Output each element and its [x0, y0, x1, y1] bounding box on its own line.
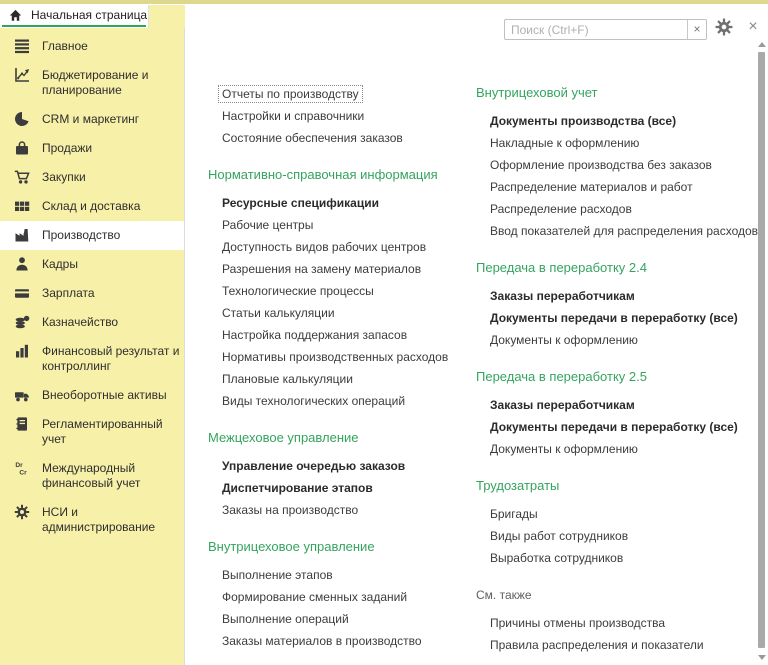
- menu-link[interactable]: Документы к оформлению: [490, 442, 638, 456]
- gear-icon[interactable]: [715, 18, 735, 38]
- main-content: [186, 4, 768, 665]
- sidebar-item-international-accounting[interactable]: [0, 454, 184, 498]
- sidebar-item-sales[interactable]: [0, 134, 184, 163]
- sidebar-item-label: Бюджетирование и планирование: [42, 68, 149, 97]
- scrollbar-thumb[interactable]: [758, 52, 765, 648]
- menu-link[interactable]: [208, 83, 458, 105]
- section-header: Внутрицеховое управление: [208, 539, 375, 554]
- sidebar-item-label: Казначейство: [42, 315, 119, 329]
- menu-link[interactable]: Причины отмены производства: [490, 616, 666, 630]
- section-header: Передача в переработку 2.4: [476, 260, 647, 275]
- pie-chart-icon: [14, 111, 30, 127]
- truck-icon: [14, 387, 30, 403]
- person-icon: [14, 256, 30, 272]
- tab-label: Начальная страница: [31, 8, 148, 22]
- menu-link[interactable]: Формирование сменных заданий: [222, 590, 408, 604]
- sidebar-item-label: Продажи: [42, 141, 93, 155]
- menu-link[interactable]: Заказы на производство: [222, 503, 359, 517]
- menu-link[interactable]: Заказы переработчикам: [490, 398, 635, 412]
- coins-icon: [14, 314, 30, 330]
- menu-link[interactable]: Разрешения на замену материалов: [222, 262, 422, 276]
- cart-icon: [14, 169, 30, 185]
- sidebar-item-label: Финансовый результат и контроллинг: [42, 344, 180, 373]
- sidebar-item-non-current-assets[interactable]: [0, 381, 184, 410]
- section-header: Межцеховое управление: [208, 430, 359, 445]
- sidebar-item-label: Главное: [42, 39, 88, 53]
- tab-bar: [0, 4, 185, 28]
- menu-link[interactable]: Виды работ сотрудников: [490, 529, 629, 543]
- sidebar-item-purchases[interactable]: [0, 163, 184, 192]
- factory-icon: [14, 227, 30, 243]
- search-box: [504, 19, 707, 40]
- sidebar-item-label: Склад и доставка: [42, 199, 141, 213]
- menu-link[interactable]: Выполнение операций: [222, 612, 349, 626]
- menu-link[interactable]: Диспетчирование этапов: [222, 481, 373, 495]
- menu-link[interactable]: Документы передачи в переработку (все): [490, 311, 738, 325]
- sidebar-item-financial-result-controlling[interactable]: [0, 337, 184, 381]
- gear-icon: [14, 504, 30, 520]
- menu-link[interactable]: Правила распределения и показатели: [490, 638, 704, 652]
- menu-section: [476, 585, 756, 656]
- sidebar-item-warehouse-delivery[interactable]: [0, 192, 184, 221]
- section-header: Трудозатраты: [476, 478, 560, 493]
- section-header: Нормативно-справочная информация: [208, 167, 438, 182]
- menu-link[interactable]: Нормативы производственных расходов: [222, 350, 449, 364]
- menu-link[interactable]: Состояние обеспечения заказов: [222, 131, 403, 145]
- sidebar-item-label: Производство: [42, 228, 121, 242]
- tab-home-page[interactable]: [2, 5, 146, 27]
- menu-link[interactable]: Доступность видов рабочих центров: [222, 240, 427, 254]
- close-x-icon[interactable]: ×: [748, 18, 758, 35]
- sidebar-item-label: НСИ и администрирование: [42, 505, 156, 534]
- menu-link[interactable]: Технологические процессы: [222, 284, 374, 298]
- menu-link[interactable]: Ввод показателей для распределения расходов: [490, 224, 759, 238]
- sidebar-item-crm-marketing[interactable]: [0, 105, 184, 134]
- sidebar-item-label: Международный финансовый учет: [42, 461, 141, 490]
- menu-link[interactable]: Выработка сотрудников: [490, 551, 624, 565]
- sidebar-item-label: Регламентированный учет: [42, 417, 163, 446]
- sidebar-item-payroll[interactable]: [0, 279, 184, 308]
- menu-lines-icon: [14, 38, 30, 54]
- menu-column-2: [476, 71, 759, 656]
- sidebar-item-label: CRM и маркетинг: [42, 112, 140, 126]
- menu-link[interactable]: Бригады: [490, 507, 538, 521]
- scroll-down-icon[interactable]: [758, 655, 766, 660]
- menu-section: [208, 428, 458, 521]
- sidebar-item-label: Кадры: [42, 257, 78, 271]
- sidebar-item-label: Зарплата: [42, 286, 95, 300]
- sidebar-item-treasury[interactable]: [0, 308, 184, 337]
- menu-link[interactable]: Рабочие центры: [222, 218, 314, 232]
- menu-link[interactable]: Виды технологических операций: [222, 394, 406, 408]
- menu-link[interactable]: Настройки и справочники: [222, 109, 365, 123]
- section-header: Передача в переработку 2.5: [476, 369, 647, 384]
- clear-x-icon[interactable]: ×: [687, 20, 706, 39]
- menu-section: [476, 367, 756, 460]
- menu-link[interactable]: Документы производства (все): [490, 114, 677, 128]
- sidebar-item-label: Закупки: [42, 170, 86, 184]
- menu-link[interactable]: Распределение материалов и работ: [490, 180, 693, 194]
- sidebar-item-production[interactable]: [0, 221, 184, 250]
- menu-section: [208, 537, 458, 652]
- sidebar-item-label: Внеоборотные активы: [42, 388, 167, 402]
- menu-section: [476, 83, 759, 242]
- home-icon: [9, 9, 22, 22]
- menu-link[interactable]: Оформление производства без заказов: [490, 158, 712, 172]
- section-header: См. также: [476, 588, 532, 602]
- svg-text:Dr: Dr: [15, 462, 23, 469]
- bag-icon: [14, 140, 30, 156]
- menu-link[interactable]: Управление очередью заказов: [222, 459, 406, 473]
- payroll-card-icon: [14, 285, 30, 301]
- warehouse-grid-icon: [14, 198, 30, 214]
- menu-link[interactable]: Плановые калькуляции: [222, 372, 353, 386]
- focused-menu-link[interactable]: Отчеты по производству: [218, 85, 363, 103]
- tab-bar-filler: [148, 5, 185, 28]
- svg-text:Cr: Cr: [19, 469, 27, 476]
- menu-section: [208, 83, 458, 149]
- sidebar-item-budgeting-planning[interactable]: [0, 61, 184, 105]
- menu-link[interactable]: Статьи калькуляции: [222, 306, 335, 320]
- menu-link[interactable]: Заказы материалов в производство: [222, 634, 422, 648]
- menu-link[interactable]: Ресурсные спецификации: [222, 196, 379, 210]
- menu-link[interactable]: Настройка поддержания запасов: [222, 328, 408, 342]
- search-input[interactable]: [505, 20, 687, 39]
- menu-section: [476, 476, 756, 569]
- ledger-book-icon: [14, 416, 30, 432]
- menu-link[interactable]: Заказы переработчикам: [490, 289, 635, 303]
- menu-link[interactable]: Документы к оформлению: [490, 333, 638, 347]
- menu-section: [208, 165, 458, 412]
- sidebar-item-hr[interactable]: [0, 250, 184, 279]
- menu-link[interactable]: Распределение расходов: [490, 202, 632, 216]
- sidebar-item-regulated-accounting[interactable]: [0, 410, 184, 454]
- menu-link[interactable]: Документы передачи в переработку (все): [490, 420, 738, 434]
- menu-column-1: [208, 71, 458, 652]
- sidebar-item-main[interactable]: [0, 32, 184, 61]
- planning-chart-icon: [14, 67, 30, 83]
- menu-link[interactable]: Выполнение этапов: [222, 568, 333, 582]
- bar-chart-icon: [14, 343, 30, 359]
- menu-link[interactable]: Накладные к оформлению: [490, 136, 640, 150]
- dr-cr-icon: [14, 460, 30, 476]
- sidebar: [0, 28, 185, 665]
- section-header: Внутрицеховой учет: [476, 85, 598, 100]
- scroll-up-icon[interactable]: [758, 42, 766, 47]
- menu-section: [476, 258, 756, 351]
- vertical-scrollbar[interactable]: [756, 40, 767, 662]
- sidebar-item-nsi-administration[interactable]: [0, 498, 184, 542]
